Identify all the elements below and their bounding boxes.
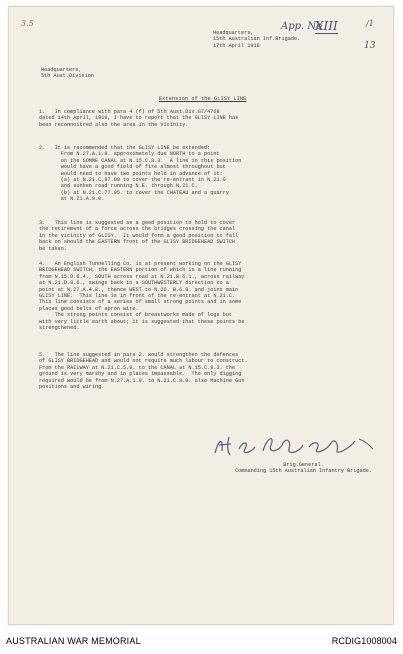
archive-footer (0, 630, 403, 654)
paragraph-4: 4. An English Tunnelling Co. is at present working on the GLISY BRIDGEHEAD SWITCH, the EASTERN portion of which is a line running from N.15.D.6.4., SOUTH across road at N.21.B.6.1., across railway at N.21.D.8.6., swings back in a SOUTHWESTERLY direction to a point at N.27.A.4.8., thence WEST to N.26. B.6.8. and joins main GLISY LINE. This line is in front of the re-entrant at N.21.C. This line consists of a series of small strong points and in some places good belts of apron wire. The strong points consist of breastworks made of logs but with very little earth about; it is suggested that these points be strengthened. (39, 261, 245, 332)
appendix-roman-number: XIII (315, 19, 338, 33)
sender-line-1: Headquarters, (213, 30, 254, 36)
signatory-rank: Brig.General. (283, 462, 324, 468)
archive-record-id: RCDIG1008004 (331, 636, 397, 646)
addressee-line-1: Headquarters, (41, 67, 82, 73)
page-number-mark: 13 (364, 41, 376, 51)
appendix-label: App. No (281, 21, 323, 32)
subject-heading: Extension of the GLISY LINE (159, 96, 247, 102)
archive-name: AUSTRALIAN WAR MEMORIAL (6, 636, 141, 646)
sender-block (213, 30, 300, 49)
corner-pencil-mark: 3.5 (21, 19, 34, 28)
addressee-block (41, 67, 94, 80)
paragraph-5: 5. The line suggested in para 2. would strengthen the defences of GLISY BRIDGEHEAD and would not require much labour to construct. From the RAILWAY at N.21.C.5.9. to the CANAL at N.15.C.8.3. the ground is very marshy and in places impassable. The only digging required would be from N.27.A.1.9. to N.21.C.8.9. also Machine Gun positions and wiring. (39, 352, 248, 391)
signature-block (235, 462, 372, 475)
paragraph-1: 1. In compliance with para 4 (f) of 5th Aust.Div.G7/4768 dated 14th April, 1918, I have to report that the GLISY LINE has been reconnoitred also the area in the vicinity. (39, 109, 239, 128)
addressee-line-2: 5th Aust.Division (41, 73, 94, 80)
signatory-title: Commanding 15th Australian Infantry Brigade. (235, 468, 372, 475)
letter-date: 17th April 1918 (213, 42, 260, 49)
paragraph-3: 3. This line is suggested as a good position to hold to cover the retirement of a force across the bridges crossing the canal in the vicinity of GLISY. It would form a good position to fall back on should the EASTERN front of the GLISY BRIDGEHEAD SWITCH be taken. (39, 220, 239, 252)
paragraph-2: 2. It is recommended that the GLISY LINE be extended: From N.27.A.1.9. approximately due NORTH to a point on the SOMME CANAL at N.15.C.8.3. A line in this position would have a good field of fire almost throughout but would need to have two points held in advance of it: (a) at N.21.C.97.00 to cover the re-entrant in N.21.0 and sunken road running N.E. through N.21.C. (b) at N.21.C.77.95. to cover the CHATEAU and a quarry at N.21.A.9.0. (39, 145, 242, 203)
sender-line-2: 15th Australian Inf.Brigade. (213, 36, 301, 43)
top-right-number: /1 (366, 19, 374, 28)
handwritten-signature (209, 431, 379, 459)
document-page (8, 6, 394, 625)
